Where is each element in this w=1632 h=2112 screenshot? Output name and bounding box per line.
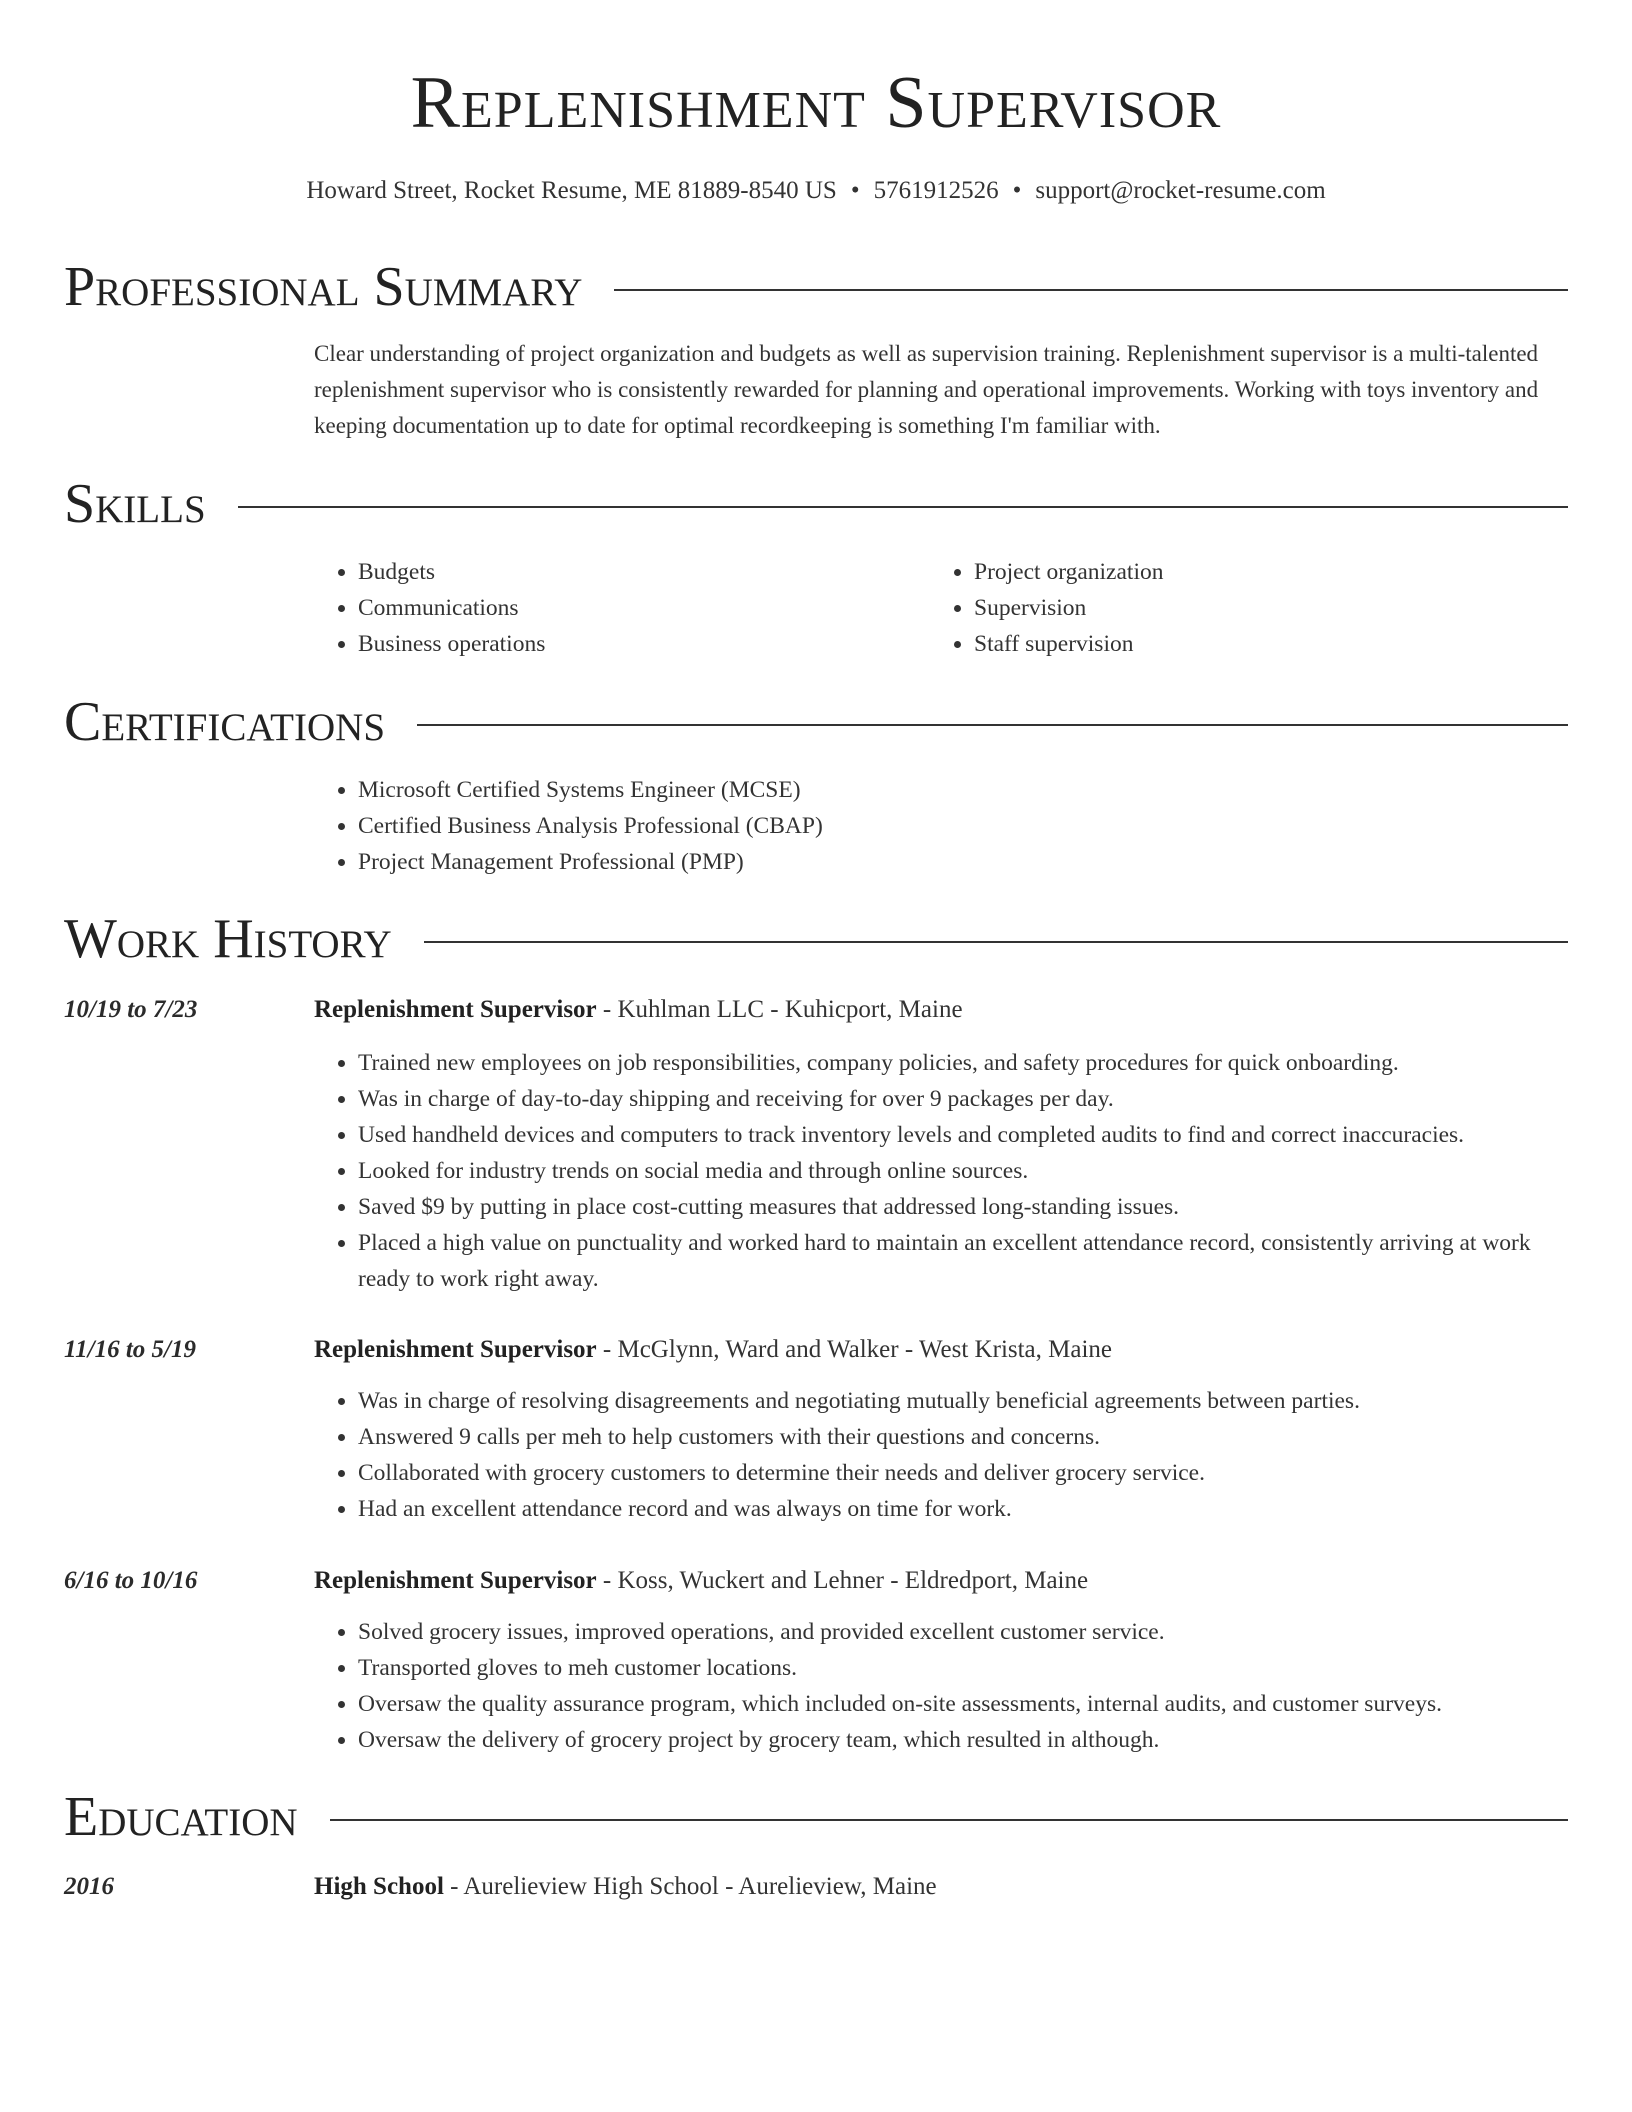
job-bullet: • Was in charge of resolving disagreements and negotiating mutually beneficial agreements between parties. (358, 1383, 1568, 1419)
job-bullet: • Used handheld devices and computers to track inventory levels and completed audits to find and correct inaccuracies. (358, 1117, 1568, 1153)
section-divider (614, 289, 1568, 291)
certification-item: • Certified Business Analysis Professional (CBAP) (358, 808, 1568, 844)
contact-address: Howard Street, Rocket Resume, ME 81889-8540 US (306, 177, 837, 204)
education-degree: High School (314, 1873, 444, 1900)
job-title-line (314, 993, 963, 1027)
job-bullet: • Looked for industry trends on social media and through online sources. (358, 1153, 1568, 1189)
skills-column-left (314, 554, 914, 662)
contact-email: support@rocket-resume.com (1035, 177, 1326, 204)
job-dates: 11/16 to 5/19 (64, 1336, 196, 1363)
job-bullet: • Solved grocery issues, improved operations, and provided excellent customer service. (358, 1614, 1568, 1650)
skill-item: • Communications (358, 590, 914, 626)
job-title: Replenishment Supervisor (314, 996, 597, 1023)
section-title-work-history: Work History (64, 908, 392, 970)
section-header-summary (64, 255, 1568, 319)
job-title-line (314, 1333, 1112, 1367)
skill-item: • Budgets (358, 554, 914, 590)
section-header-education (64, 1785, 1568, 1849)
skill-item: • Project organization (974, 554, 1530, 590)
section-header-certifications (64, 690, 1568, 754)
education-school: - Aurelieview High School - Aurelieview, Maine (443, 1873, 937, 1900)
job-dates: 10/19 to 7/23 (64, 996, 198, 1023)
job-bullet: • Answered 9 calls per meh to help customers with their questions and concerns. (358, 1419, 1568, 1455)
summary-paragraph: Clear understanding of project organization and budgets as well as supervision training. Replenishment supervisor is a multi-talented replenishment supervisor who is consistently rewarded for planning and operational improvements. Working with toys inventory and keeping documentation up to date for optimal recordkeeping is something I'm familiar with. (314, 341, 1539, 438)
job-bullet: • Oversaw the delivery of grocery project by grocery team, which resulted in although. (358, 1722, 1568, 1758)
job-title-line (314, 1564, 1088, 1598)
section-divider (417, 724, 1568, 726)
certification-item: • Project Management Professional (PMP) (358, 844, 1568, 880)
section-title-certifications: Certifications (64, 691, 386, 753)
job-employer: - McGlynn, Ward and Walker - West Krista, Maine (596, 1336, 1113, 1363)
job-bullet: • Had an excellent attendance record and was always on time for work. (358, 1491, 1568, 1527)
resume-name: Replenishment Supervisor (410, 62, 1222, 144)
section-title-summary: Professional Summary (64, 256, 583, 318)
skill-item: • Staff supervision (974, 626, 1530, 662)
job-employer: - Koss, Wuckert and Lehner - Eldredport, Maine (596, 1567, 1089, 1594)
job-bullets (314, 1045, 1568, 1297)
section-header-skills (64, 472, 1568, 536)
job-bullet: • Was in charge of day-to-day shipping and receiving for over 9 packages per day. (358, 1081, 1568, 1117)
section-divider (238, 506, 1568, 508)
education-title-line (314, 1870, 937, 1904)
job-bullet: • Transported gloves to meh customer locations. (358, 1650, 1568, 1686)
section-header-work-history (64, 907, 1568, 971)
job-bullet: • Oversaw the quality assurance program, which included on-site assessments, internal audits, and customer surveys. (358, 1686, 1568, 1722)
job-title: Replenishment Supervisor (314, 1567, 597, 1594)
skill-item: • Supervision (974, 590, 1530, 626)
contact-separator: • (1012, 177, 1022, 204)
contact-separator: • (850, 177, 860, 204)
skills-column-right (930, 554, 1530, 662)
job-bullet: • Trained new employees on job responsibilities, company policies, and safety procedures for quick onboarding. (358, 1045, 1568, 1081)
skill-item: • Business operations (358, 626, 914, 662)
section-title-skills: Skills (64, 473, 206, 535)
job-bullet: • Placed a high value on punctuality and worked hard to maintain an excellent attendance record, consistently arriving at work ready to work right away. (358, 1225, 1568, 1297)
contact-phone: 5761912526 (873, 177, 999, 204)
job-bullets (314, 1614, 1568, 1758)
section-divider (330, 1819, 1568, 1821)
job-bullet: • Saved $9 by putting in place cost-cutting measures that addressed long-standing issues. (358, 1189, 1568, 1225)
job-bullet: • Collaborated with grocery customers to determine their needs and deliver grocery service. (358, 1455, 1568, 1491)
section-divider (424, 941, 1568, 943)
job-title: Replenishment Supervisor (314, 1336, 597, 1363)
job-bullets (314, 1383, 1568, 1527)
certifications-list (314, 772, 1568, 880)
section-title-education: Education (64, 1786, 298, 1848)
job-dates: 6/16 to 10/16 (64, 1567, 198, 1594)
job-employer: - Kuhlman LLC - Kuhicport, Maine (596, 996, 963, 1023)
contact-line (0, 174, 1632, 208)
certification-item: • Microsoft Certified Systems Engineer (MCSE) (358, 772, 1568, 808)
education-year: 2016 (64, 1873, 114, 1900)
